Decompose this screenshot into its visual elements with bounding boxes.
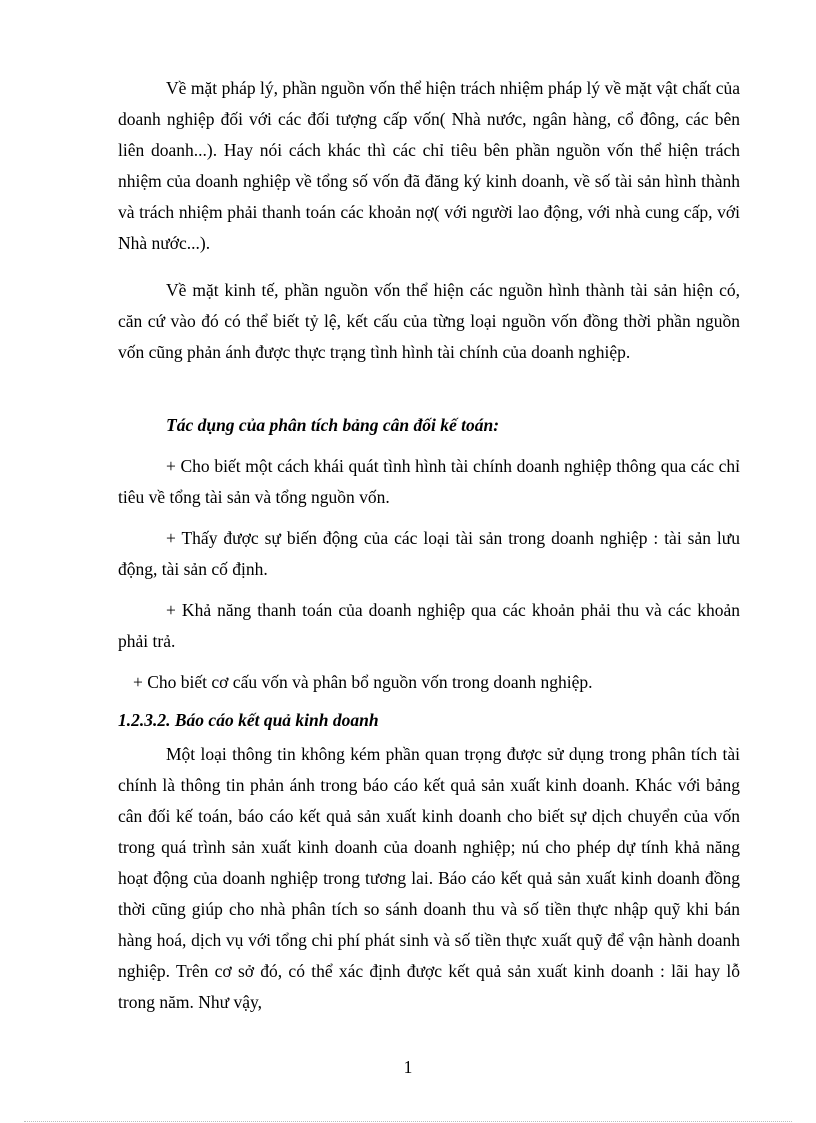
bullet-payment-ability: + Khả năng thanh toán của doanh nghiệp qua các khoản phải thu và các khoản phải trả. xyxy=(118,600,740,651)
bullet-asset-changes: + Thấy được sự biến động của các loại tài sản trong doanh nghiệp : tài sản lưu động, tài sản cố định. xyxy=(118,528,740,579)
paragraph-legal-aspect: Về mặt pháp lý, phần nguồn vốn thể hiện trách nhiệm pháp lý về mặt vật chất của doanh nghiệp đối với các đối tượng cấp vốn( Nhà nước, ngân hàng, cổ đông, các bên liên doanh...). Hay nói cách khác thì các chỉ tiêu bên phần nguồn vốn thể hiện trách nhiệm của doanh nghiệp về tổng số vốn đã đăng ký kinh doanh, về số tài sản hình thành và trách nhiệm phải thanh toán các khoản nợ( với người lao động, với nhà cung cấp, với Nhà nước...). xyxy=(118,78,740,253)
page-number: 1 xyxy=(403,1057,413,1077)
page-bottom-divider xyxy=(24,1121,792,1122)
subheading-balance-sheet-effects: Tác dụng của phân tích bảng cân đối kế toán: xyxy=(166,415,500,435)
paragraph-income-statement: Một loại thông tin không kém phần quan trọng được sử dụng trong phân tích tài chính là thông tin phản ánh trong báo cáo kết quả sản xuất kinh doanh. Khác với bảng cân đối kế toán, báo cáo kết quả sản xuất kinh doanh cho biết sự dịch chuyển của vốn trong quá trình sản xuất kinh doanh của doanh nghiệp; nú cho phép dự tính khả năng hoạt động của doanh nghiệp trong tương lai. Báo cáo kết quả sản xuất kinh doanh đồng thời cũng giúp cho nhà phân tích so sánh doanh thu và số tiền thực nhập quỹ khi bán hàng hoá, dịch vụ với tổng chi phí phát sinh và số tiền thực xuất quỹ để vận hành doanh nghiệp. Trên cơ sở đó, có thể xác định được kết quả sản xuất kinh doanh : lãi hay lỗ trong năm. Như vậy, xyxy=(118,744,740,1012)
section-heading-income-statement: 1.2.3.2. Báo cáo kết quả kinh doanh xyxy=(118,710,379,730)
bullet-capital-structure: + Cho biết cơ cấu vốn và phân bổ nguồn vốn trong doanh nghiệp. xyxy=(133,672,593,692)
paragraph-economic-aspect: Về mặt kinh tế, phần nguồn vốn thể hiện các nguồn hình thành tài sản hiện có, căn cứ vào đó có thể biết tỷ lệ, kết cấu của từng loại nguồn vốn đồng thời phần nguồn vốn cũng phản ánh được thực trạng tình hình tài chính của doanh nghiệp. xyxy=(118,280,740,362)
bullet-total-assets: + Cho biết một cách khái quát tình hình tài chính doanh nghiệp thông qua các chỉ tiêu về tổng tài sản và tổng nguồn vốn. xyxy=(118,456,740,507)
